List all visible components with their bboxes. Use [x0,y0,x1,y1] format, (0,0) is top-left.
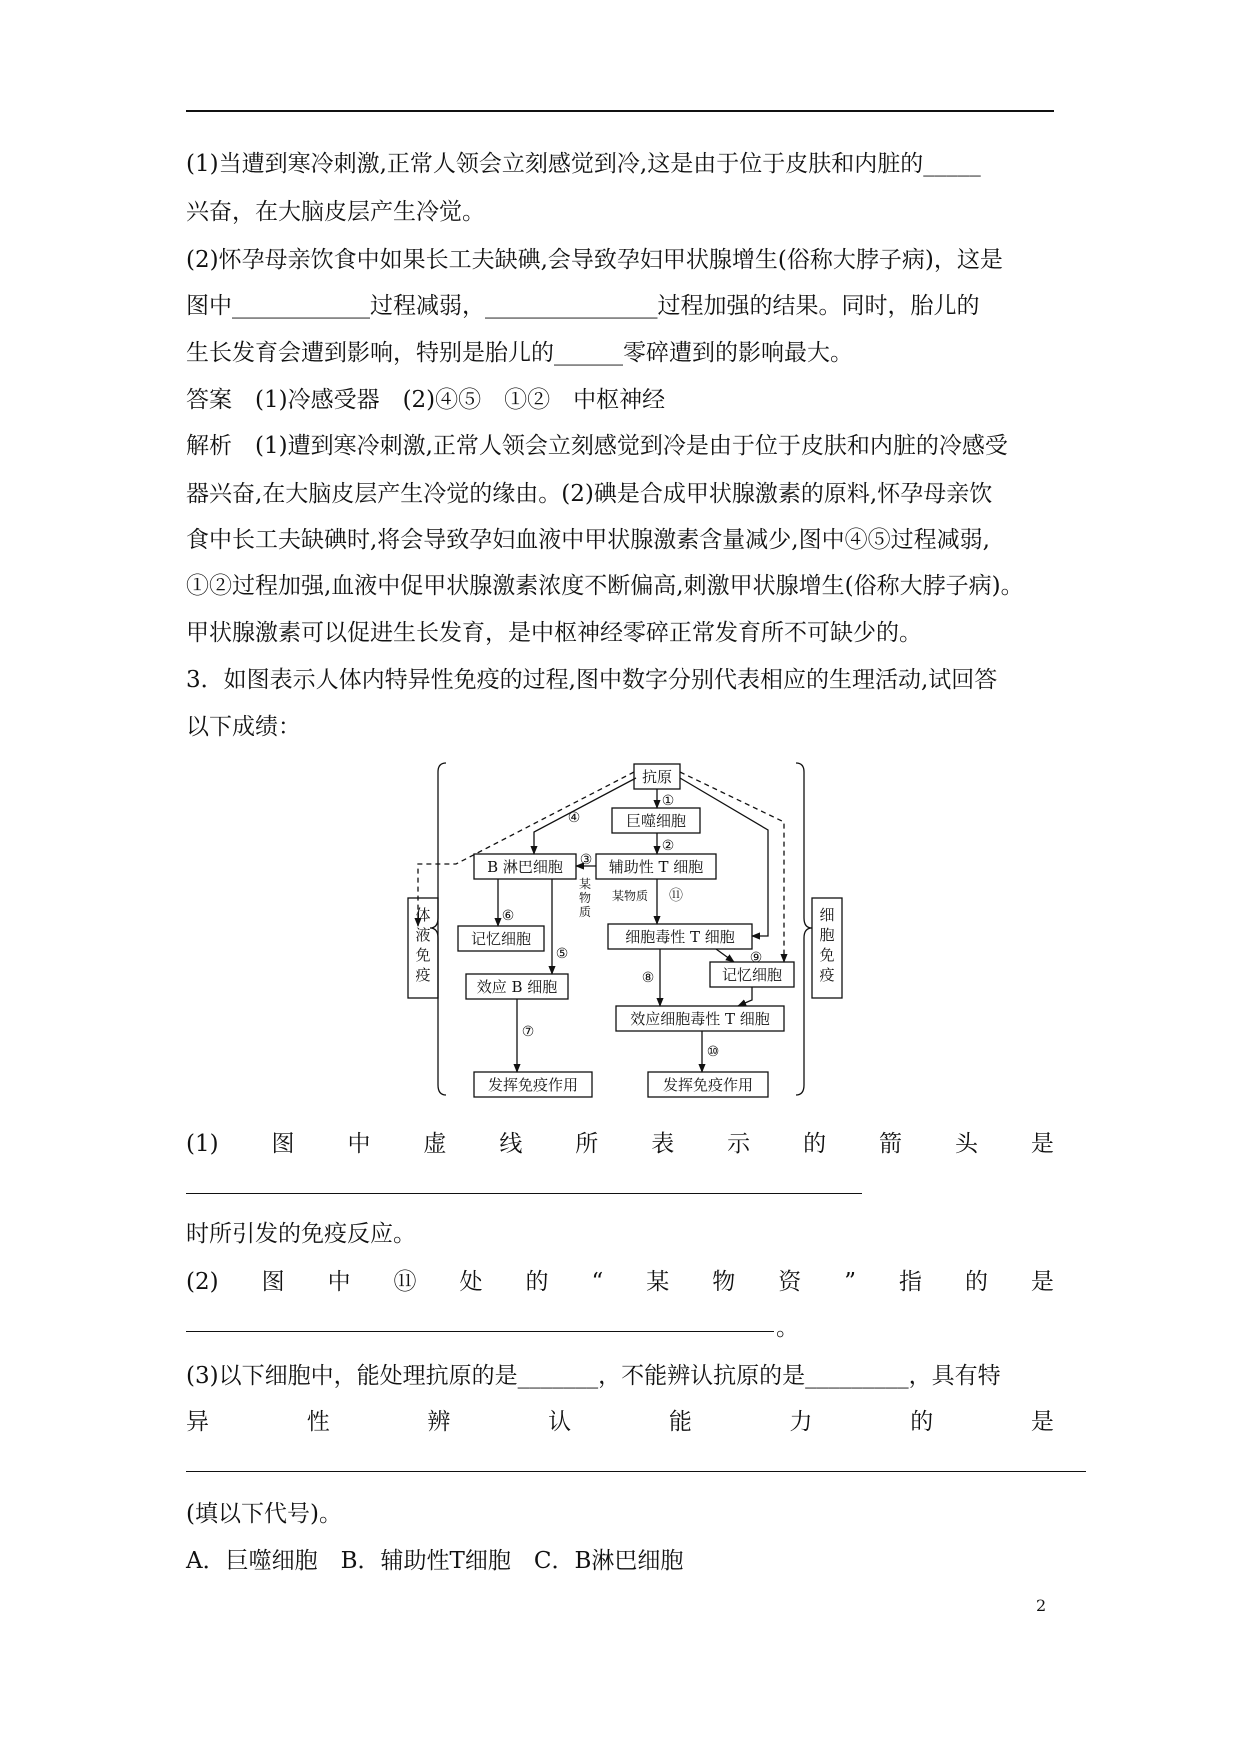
step-8: ⑧ [641,970,655,986]
arrow-9 [716,949,734,962]
macrophage-label: 巨噬细胞 [625,812,687,830]
arrow-memory-to-effector [738,987,752,1006]
word: 的 [964,1269,988,1295]
word: 的 [910,1409,934,1435]
q3-sub3-answer-blank[interactable] [186,1470,1086,1472]
word: 箭 [879,1131,903,1157]
humoral-char-4: 疫 [415,966,431,984]
word: 所 [575,1131,599,1157]
b-cell-label: B 淋巴细胞 [487,858,563,876]
step-3: ③ [579,852,593,868]
word: 是 [1030,1409,1054,1435]
humoral-char-3: 免 [415,946,431,964]
word: 力 [789,1409,813,1435]
memory-left-label: 记忆细胞 [470,930,532,948]
step-5: ⑤ [555,946,569,962]
q3-options: A．巨噬细胞 B．辅助性T细胞 C．B淋巴细胞 [186,1548,684,1574]
word: 线 [499,1131,523,1157]
substance-char-3: 质 [578,905,592,919]
immune-left-label: 发挥免疫作用 [487,1076,579,1094]
header-rule [186,110,1054,112]
word: “ [591,1269,604,1295]
word: 图 [261,1269,285,1295]
q3-stem-line2: 以下成绩： [186,714,301,740]
word: 虚 [423,1131,447,1157]
q3-sub3-tail: (填以下代号)。 [186,1501,342,1527]
q2-part2-line1: (2)怀孕母亲饮食中如果长工夫缺碘,会导致孕妇甲状腺增生(俗称大脖子病)，这是 [186,247,1003,273]
substance-char-2: 物 [578,891,592,905]
q3-sub1-answer-blank[interactable] [186,1192,862,1194]
word: 性 [306,1409,330,1435]
cellular-char-2: 胞 [819,926,835,944]
substance-horizontal-label: 某物质 [611,889,649,903]
substance-char-1: 某 [578,877,592,891]
effector-ct-label: 效应细胞毒性 T 细胞 [630,1010,770,1028]
q3-sub3-line2 [186,1406,1054,1438]
word: 示 [727,1131,751,1157]
immune-right-label: 发挥免疫作用 [662,1076,754,1094]
arrow-antigen-to-ct [680,778,768,936]
word: 能 [668,1409,692,1435]
antigen-label: 抗原 [641,768,673,786]
cellular-char-3: 免 [819,946,835,964]
q2-analysis-line2: 器兴奋,在大脑皮层产生冷觉的缘由。(2)碘是合成甲状腺激素的原料,怀孕母亲饮 [186,481,993,507]
helper-t-label: 辅助性 T 细胞 [608,858,704,876]
word: 某 [646,1269,670,1295]
q2-part1-line1: (1)当遭到寒冷刺激,正常人领会立刻感觉到冷,这是由于位于皮肤和内脏的_____ [186,151,981,177]
q2-answer: 答案 (1)冷感受器 (2)④⑤ ①② 中枢神经 [186,387,666,413]
page-number: 2 [1036,1596,1047,1615]
word: 是 [1030,1269,1054,1295]
q3-stem-line1: 3．如图表示人体内特异性免疫的过程,图中数字分别代表相应的生理活动,试回答 [186,667,998,693]
word: 表 [651,1131,675,1157]
word: 认 [548,1409,572,1435]
step-6: ⑥ [501,908,515,924]
word: ⑪ [393,1269,417,1295]
step-7: ⑦ [521,1024,535,1040]
step-10: ⑩ [706,1044,720,1060]
q3-sub1-line [186,1128,1054,1160]
effector-b-label: 效应 B 细胞 [476,978,558,996]
step-4: ④ [567,810,581,826]
arrow-4 [534,778,636,854]
cytotoxic-t-label: 细胞毒性 T 细胞 [625,928,735,946]
word: 头 [954,1131,978,1157]
word: 中 [327,1269,351,1295]
q2-analysis-line4: ①②过程加强,血液中促甲状腺激素浓度不断偏高,刺激甲状腺增生(俗称大脖子病)。 [186,573,1024,599]
cellular-char-4: 疫 [819,966,835,984]
word: (2) [186,1269,219,1295]
q2-part2-line2: 图中____________过程减弱，_______________过程加强的结果。同时，胎儿的 [186,293,980,319]
q3-sub3-line1: (3)以下细胞中，能处理抗原的是_______，不能辨认抗原的是_________，具有特 [186,1363,1001,1389]
word: ” [844,1269,856,1295]
word: 异 [186,1409,209,1435]
q3-sub2-line [186,1266,1054,1298]
word: 辨 [427,1409,451,1435]
q2-part2-line3: 生长发育会遭到影响，特别是胎儿的______零碎遭到的影响最大。 [186,340,853,366]
humoral-char-1: 体 [415,906,431,924]
q3-sub2-end: 。 [776,1315,799,1341]
humoral-char-2: 液 [415,926,431,944]
cellular-char-1: 细 [819,906,835,924]
word: 是 [1030,1131,1054,1157]
memory-right-label: 记忆细胞 [721,966,783,984]
q2-analysis-line3: 食中长工夫缺碘时,将会导致孕妇血液中甲状腺激素含量减少,图中④⑤过程减弱, [186,527,990,553]
q2-analysis-line1: 解析 (1)遭到寒冷刺激,正常人领会立刻感觉到冷是由于位于皮肤和内脏的冷感受 [186,433,1008,459]
step-11: ⑪ [669,888,683,904]
word: 资 [778,1269,802,1295]
q2-analysis-line5: 甲状腺激素可以促进生长发育，是中枢神经零碎正常发育所不可缺少的。 [186,620,922,646]
dashed-arrow-to-memory-left [418,772,634,926]
word: 指 [898,1269,922,1295]
immune-process-diagram [398,760,844,1108]
word: 图 [271,1131,295,1157]
word: 中 [347,1131,371,1157]
q3-sub2-answer-blank[interactable] [186,1330,774,1332]
right-brace [796,763,812,1095]
q2-part1-line2: 兴奋，在大脑皮层产生冷觉。 [186,199,485,225]
word: (1) [186,1131,219,1157]
word: 的 [525,1269,549,1295]
step-9: ⑨ [749,950,763,966]
word: 处 [459,1269,483,1295]
step-2: ② [661,838,675,854]
word: 的 [803,1131,827,1157]
word: 物 [712,1269,736,1295]
q3-sub1-tail: 时所引发的免疫反应。 [186,1221,416,1247]
step-1: ① [661,793,675,809]
